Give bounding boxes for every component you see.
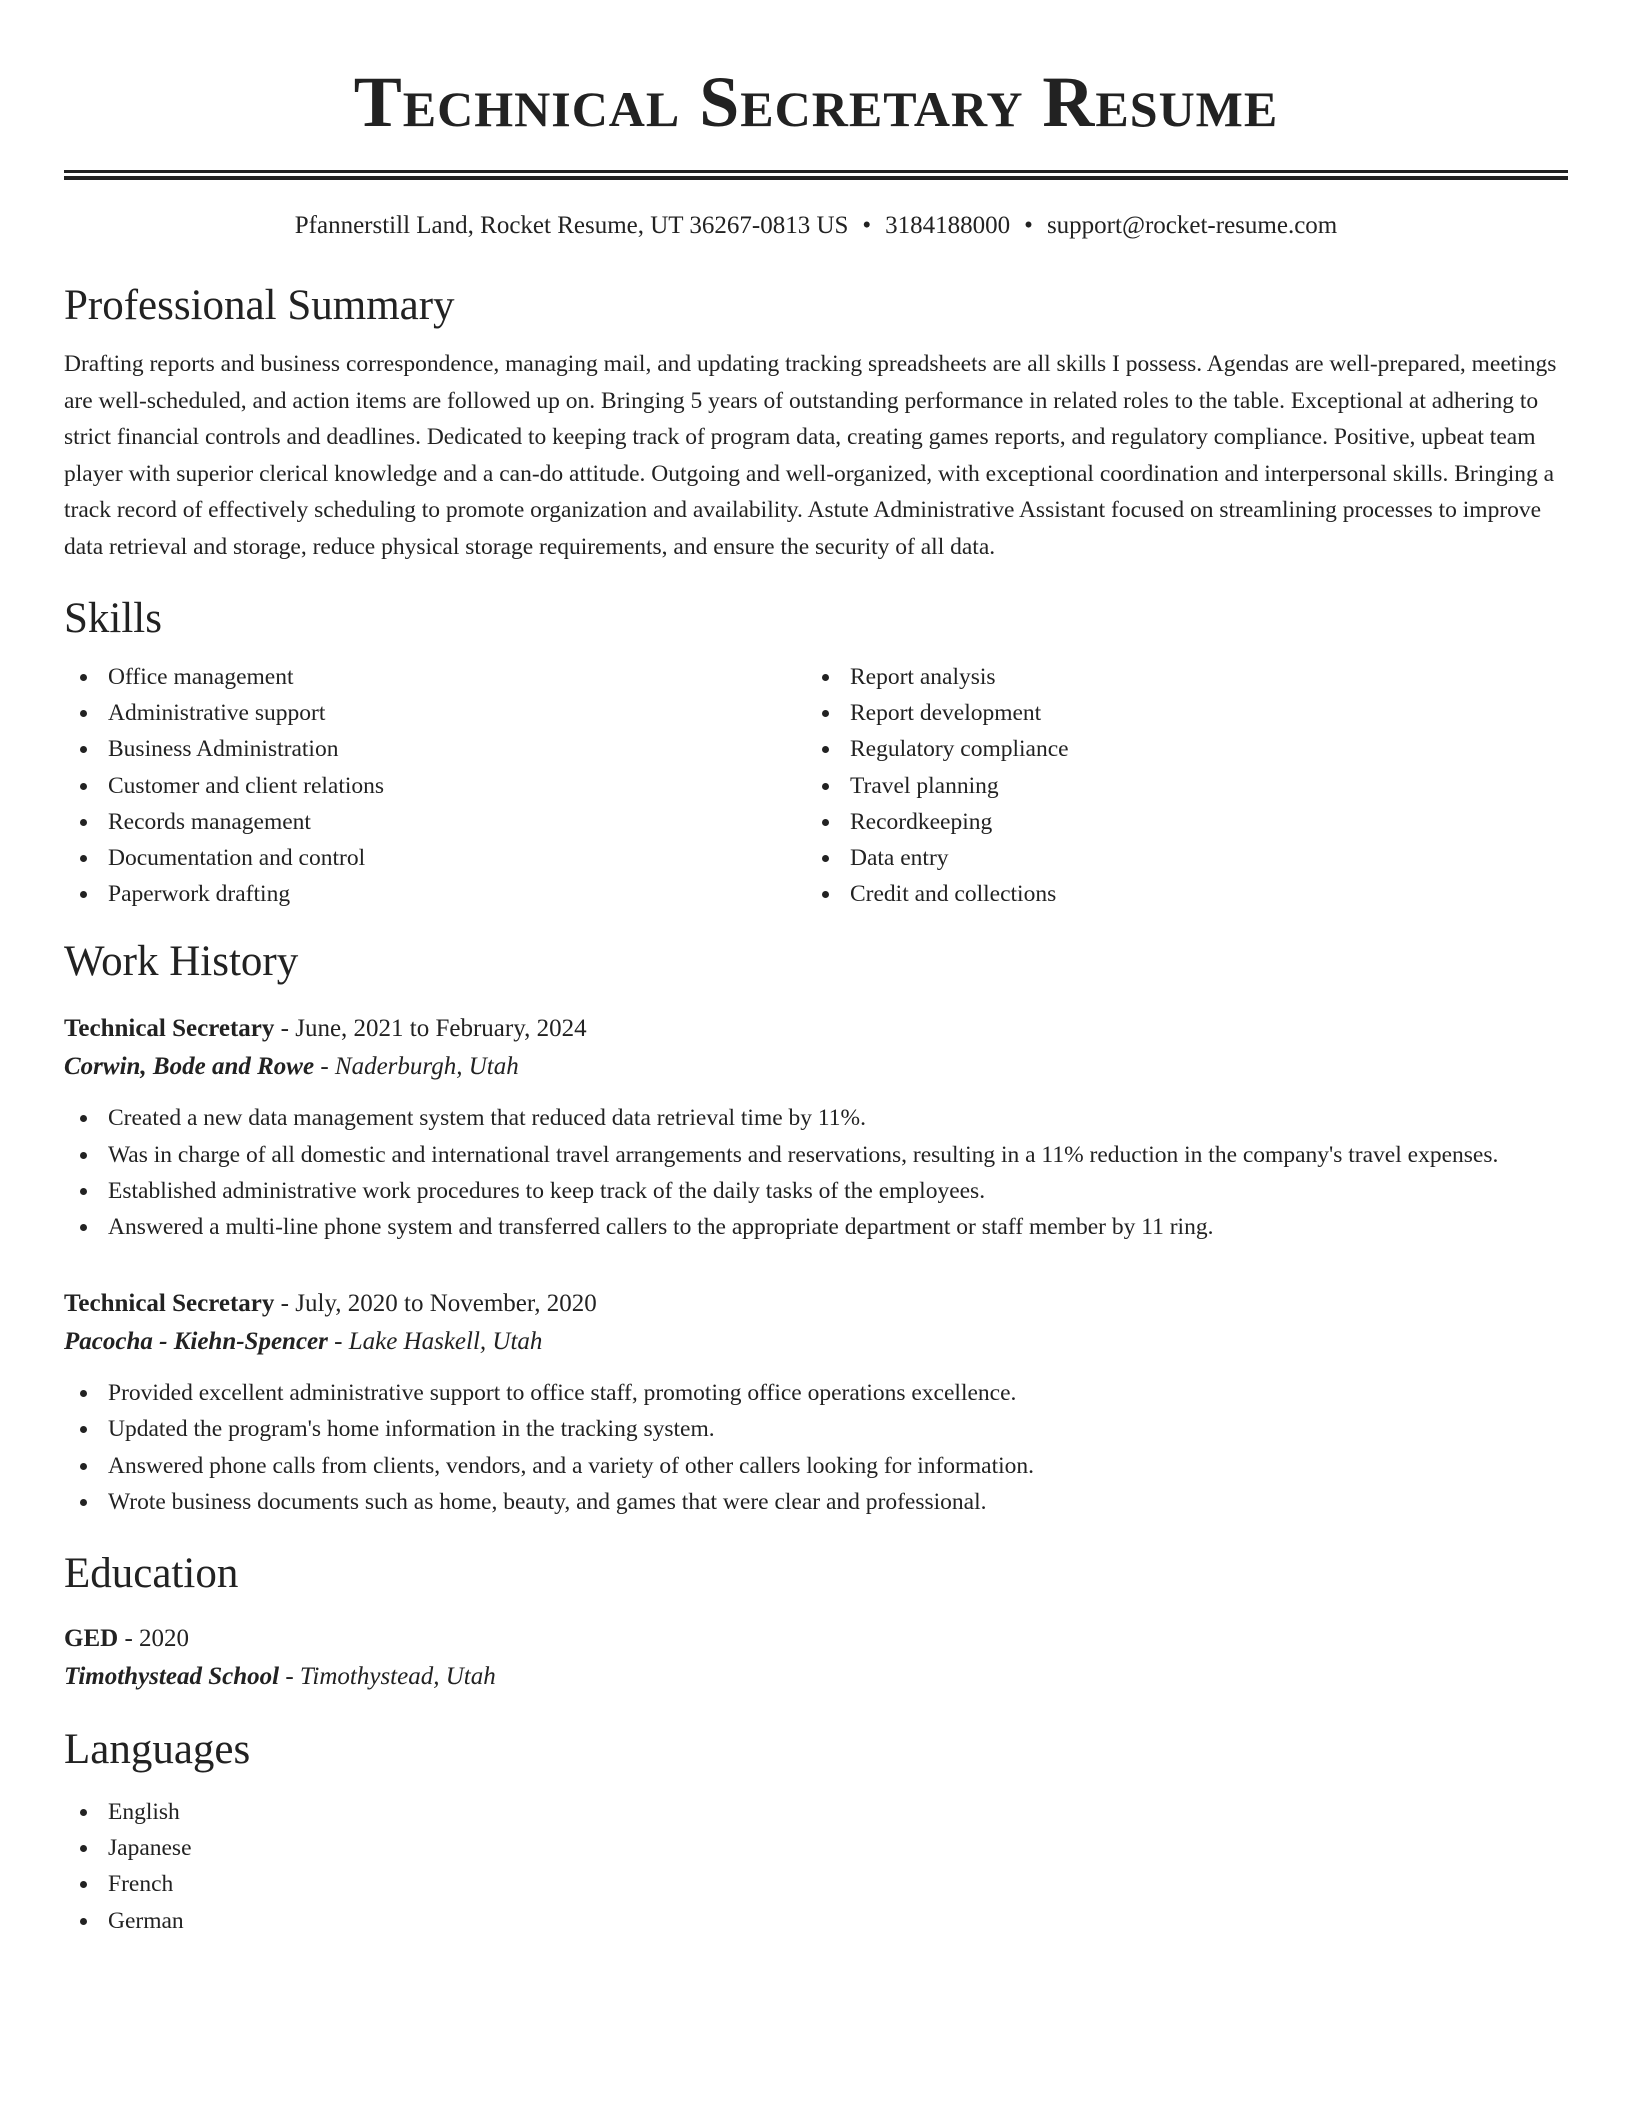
job-dates: - June, 2021 to February, 2024 bbox=[274, 1015, 587, 1043]
job-title: Technical Secretary bbox=[64, 1015, 275, 1043]
company-location: - Lake Haskell, Utah bbox=[327, 1328, 543, 1356]
bullet-icon bbox=[822, 855, 829, 862]
company-line bbox=[64, 1323, 1568, 1361]
bullet-icon bbox=[822, 891, 829, 898]
bullet-icon bbox=[80, 1390, 87, 1397]
language-item: French bbox=[64, 1866, 1568, 1902]
skill-item: Records management bbox=[64, 804, 806, 840]
skill-item: Report analysis bbox=[806, 659, 1548, 695]
bullet-icon bbox=[80, 1115, 87, 1122]
job-bullet: Established administrative work procedures to keep track of the daily tasks of the employees. bbox=[64, 1173, 1568, 1209]
job-title-line bbox=[64, 1010, 1568, 1048]
job-title: Technical Secretary bbox=[64, 1290, 275, 1318]
skill-item: Recordkeeping bbox=[806, 804, 1548, 840]
company-location: - Naderburgh, Utah bbox=[314, 1053, 519, 1081]
job-entry bbox=[64, 1010, 1568, 1245]
job-bullet: Created a new data management system that reduced data retrieval time by 11%. bbox=[64, 1100, 1568, 1136]
bullet-icon bbox=[80, 1845, 87, 1852]
section-heading: Professional Summary bbox=[64, 282, 455, 329]
company-name: Pacocha - Kiehn-Spencer bbox=[64, 1328, 328, 1356]
company-name: Corwin, Bode and Rowe bbox=[64, 1053, 315, 1081]
title-divider bbox=[64, 170, 1568, 180]
language-item: German bbox=[64, 1903, 1568, 1939]
contact-line bbox=[64, 210, 1568, 242]
bullet-icon bbox=[80, 783, 87, 790]
skills-list-left bbox=[64, 659, 806, 912]
bullet-icon bbox=[822, 710, 829, 717]
job-title-line bbox=[64, 1285, 1568, 1323]
contact-address: Pfannerstill Land, Rocket Resume, UT 36267-0813 US bbox=[294, 212, 849, 239]
bullet-icon bbox=[80, 1188, 87, 1195]
job-bullets bbox=[64, 1100, 1568, 1245]
skill-item: Travel planning bbox=[806, 768, 1548, 804]
section-heading: Education bbox=[64, 1550, 239, 1598]
job-bullet: Updated the program's home information in the tracking system. bbox=[64, 1411, 1568, 1447]
company-line bbox=[64, 1048, 1568, 1086]
bullet-icon bbox=[80, 891, 87, 898]
professional-summary-section bbox=[64, 280, 1568, 565]
job-bullets bbox=[64, 1375, 1568, 1520]
contact-separator: • bbox=[862, 212, 872, 239]
summary-paragraph: Drafting reports and business correspondence, managing mail, and updating tracking spreadsheets are all skills I possess. Agendas are well-prepared, meetings are well-scheduled, and action items are followed up on. Bringing 5 years of outstanding performance in related roles to the table. Exceptional at adhering to strict financial controls and deadlines. Dedicated to keeping track of program data, creating games reports, and regulatory compliance. Positive, upbeat team player with superior clerical knowledge and a can-do attitude. Outgoing and well-organized, with exceptional coordination and interpersonal skills. Bringing a track record of effectively scheduling to promote organization and availability. Astute Administrative Assistant focused on streamlining processes to improve data retrieval and storage, reduce physical storage requirements, and ensure the security of all data. bbox=[64, 351, 1557, 560]
bullet-icon bbox=[80, 1463, 87, 1470]
skill-item: Paperwork drafting bbox=[64, 876, 806, 912]
skills-list-right bbox=[806, 659, 1548, 912]
work-history-section bbox=[64, 936, 1568, 1520]
skill-item: Administrative support bbox=[64, 695, 806, 731]
skills-columns bbox=[64, 659, 1568, 912]
skill-item: Regulatory compliance bbox=[806, 731, 1548, 767]
bullet-icon bbox=[80, 1809, 87, 1816]
contact-email: support@rocket-resume.com bbox=[1046, 212, 1338, 239]
school-name: Timothystead School bbox=[64, 1663, 280, 1691]
bullet-icon bbox=[80, 1499, 87, 1506]
job-dates: - July, 2020 to November, 2020 bbox=[274, 1290, 597, 1318]
job-bullet: Was in charge of all domestic and international travel arrangements and reservations, resulting in a 11% reduction in the company's travel expenses. bbox=[64, 1137, 1568, 1173]
skill-item: Documentation and control bbox=[64, 840, 806, 876]
skills-column-left bbox=[64, 659, 806, 912]
bullet-icon bbox=[80, 710, 87, 717]
school-location: - Timothystead, Utah bbox=[279, 1663, 496, 1691]
skill-item: Data entry bbox=[806, 840, 1548, 876]
bullet-icon bbox=[80, 674, 87, 681]
bullet-icon bbox=[822, 674, 829, 681]
bullet-icon bbox=[80, 1152, 87, 1159]
job-bullet: Provided excellent administrative support to office staff, promoting office operations excellence. bbox=[64, 1375, 1568, 1411]
job-bullet: Wrote business documents such as home, beauty, and games that were clear and professional. bbox=[64, 1484, 1568, 1520]
languages-section bbox=[64, 1724, 1568, 1939]
job-entry bbox=[64, 1285, 1568, 1520]
section-heading: Skills bbox=[64, 595, 162, 642]
bullet-icon bbox=[822, 783, 829, 790]
skill-item: Office management bbox=[64, 659, 806, 695]
degree-line bbox=[64, 1620, 1568, 1658]
job-bullet: Answered a multi-line phone system and transferred callers to the appropriate department or staff member by 11 ring. bbox=[64, 1209, 1568, 1245]
skills-section bbox=[64, 593, 1568, 912]
bullet-icon bbox=[80, 1918, 87, 1925]
bullet-icon bbox=[80, 1881, 87, 1888]
languages-list bbox=[64, 1794, 1568, 1939]
school-line bbox=[64, 1658, 1568, 1696]
language-item: Japanese bbox=[64, 1830, 1568, 1866]
education-section bbox=[64, 1548, 1568, 1696]
job-bullet: Answered phone calls from clients, vendors, and a variety of other callers looking for information. bbox=[64, 1448, 1568, 1484]
education-entry bbox=[64, 1620, 1568, 1696]
bullet-icon bbox=[822, 746, 829, 753]
contact-separator: • bbox=[1024, 212, 1033, 239]
bullet-icon bbox=[822, 819, 829, 826]
bullet-icon bbox=[80, 1224, 87, 1231]
bullet-icon bbox=[80, 1426, 87, 1433]
skill-item: Business Administration bbox=[64, 731, 806, 767]
degree: GED bbox=[64, 1625, 119, 1653]
section-heading: Work History bbox=[64, 938, 299, 986]
bullet-icon bbox=[80, 855, 87, 862]
graduation-year: - 2020 bbox=[118, 1625, 190, 1653]
resume-title: Technical Secretary Resume bbox=[353, 62, 1279, 142]
contact-phone: 3184188000 bbox=[885, 212, 1011, 239]
section-heading: Languages bbox=[64, 1726, 251, 1774]
skills-column-right bbox=[806, 659, 1548, 912]
skill-item: Customer and client relations bbox=[64, 768, 806, 804]
skill-item: Report development bbox=[806, 695, 1548, 731]
bullet-icon bbox=[80, 746, 87, 753]
skill-item: Credit and collections bbox=[806, 876, 1548, 912]
language-item: English bbox=[64, 1794, 1568, 1830]
bullet-icon bbox=[80, 819, 87, 826]
